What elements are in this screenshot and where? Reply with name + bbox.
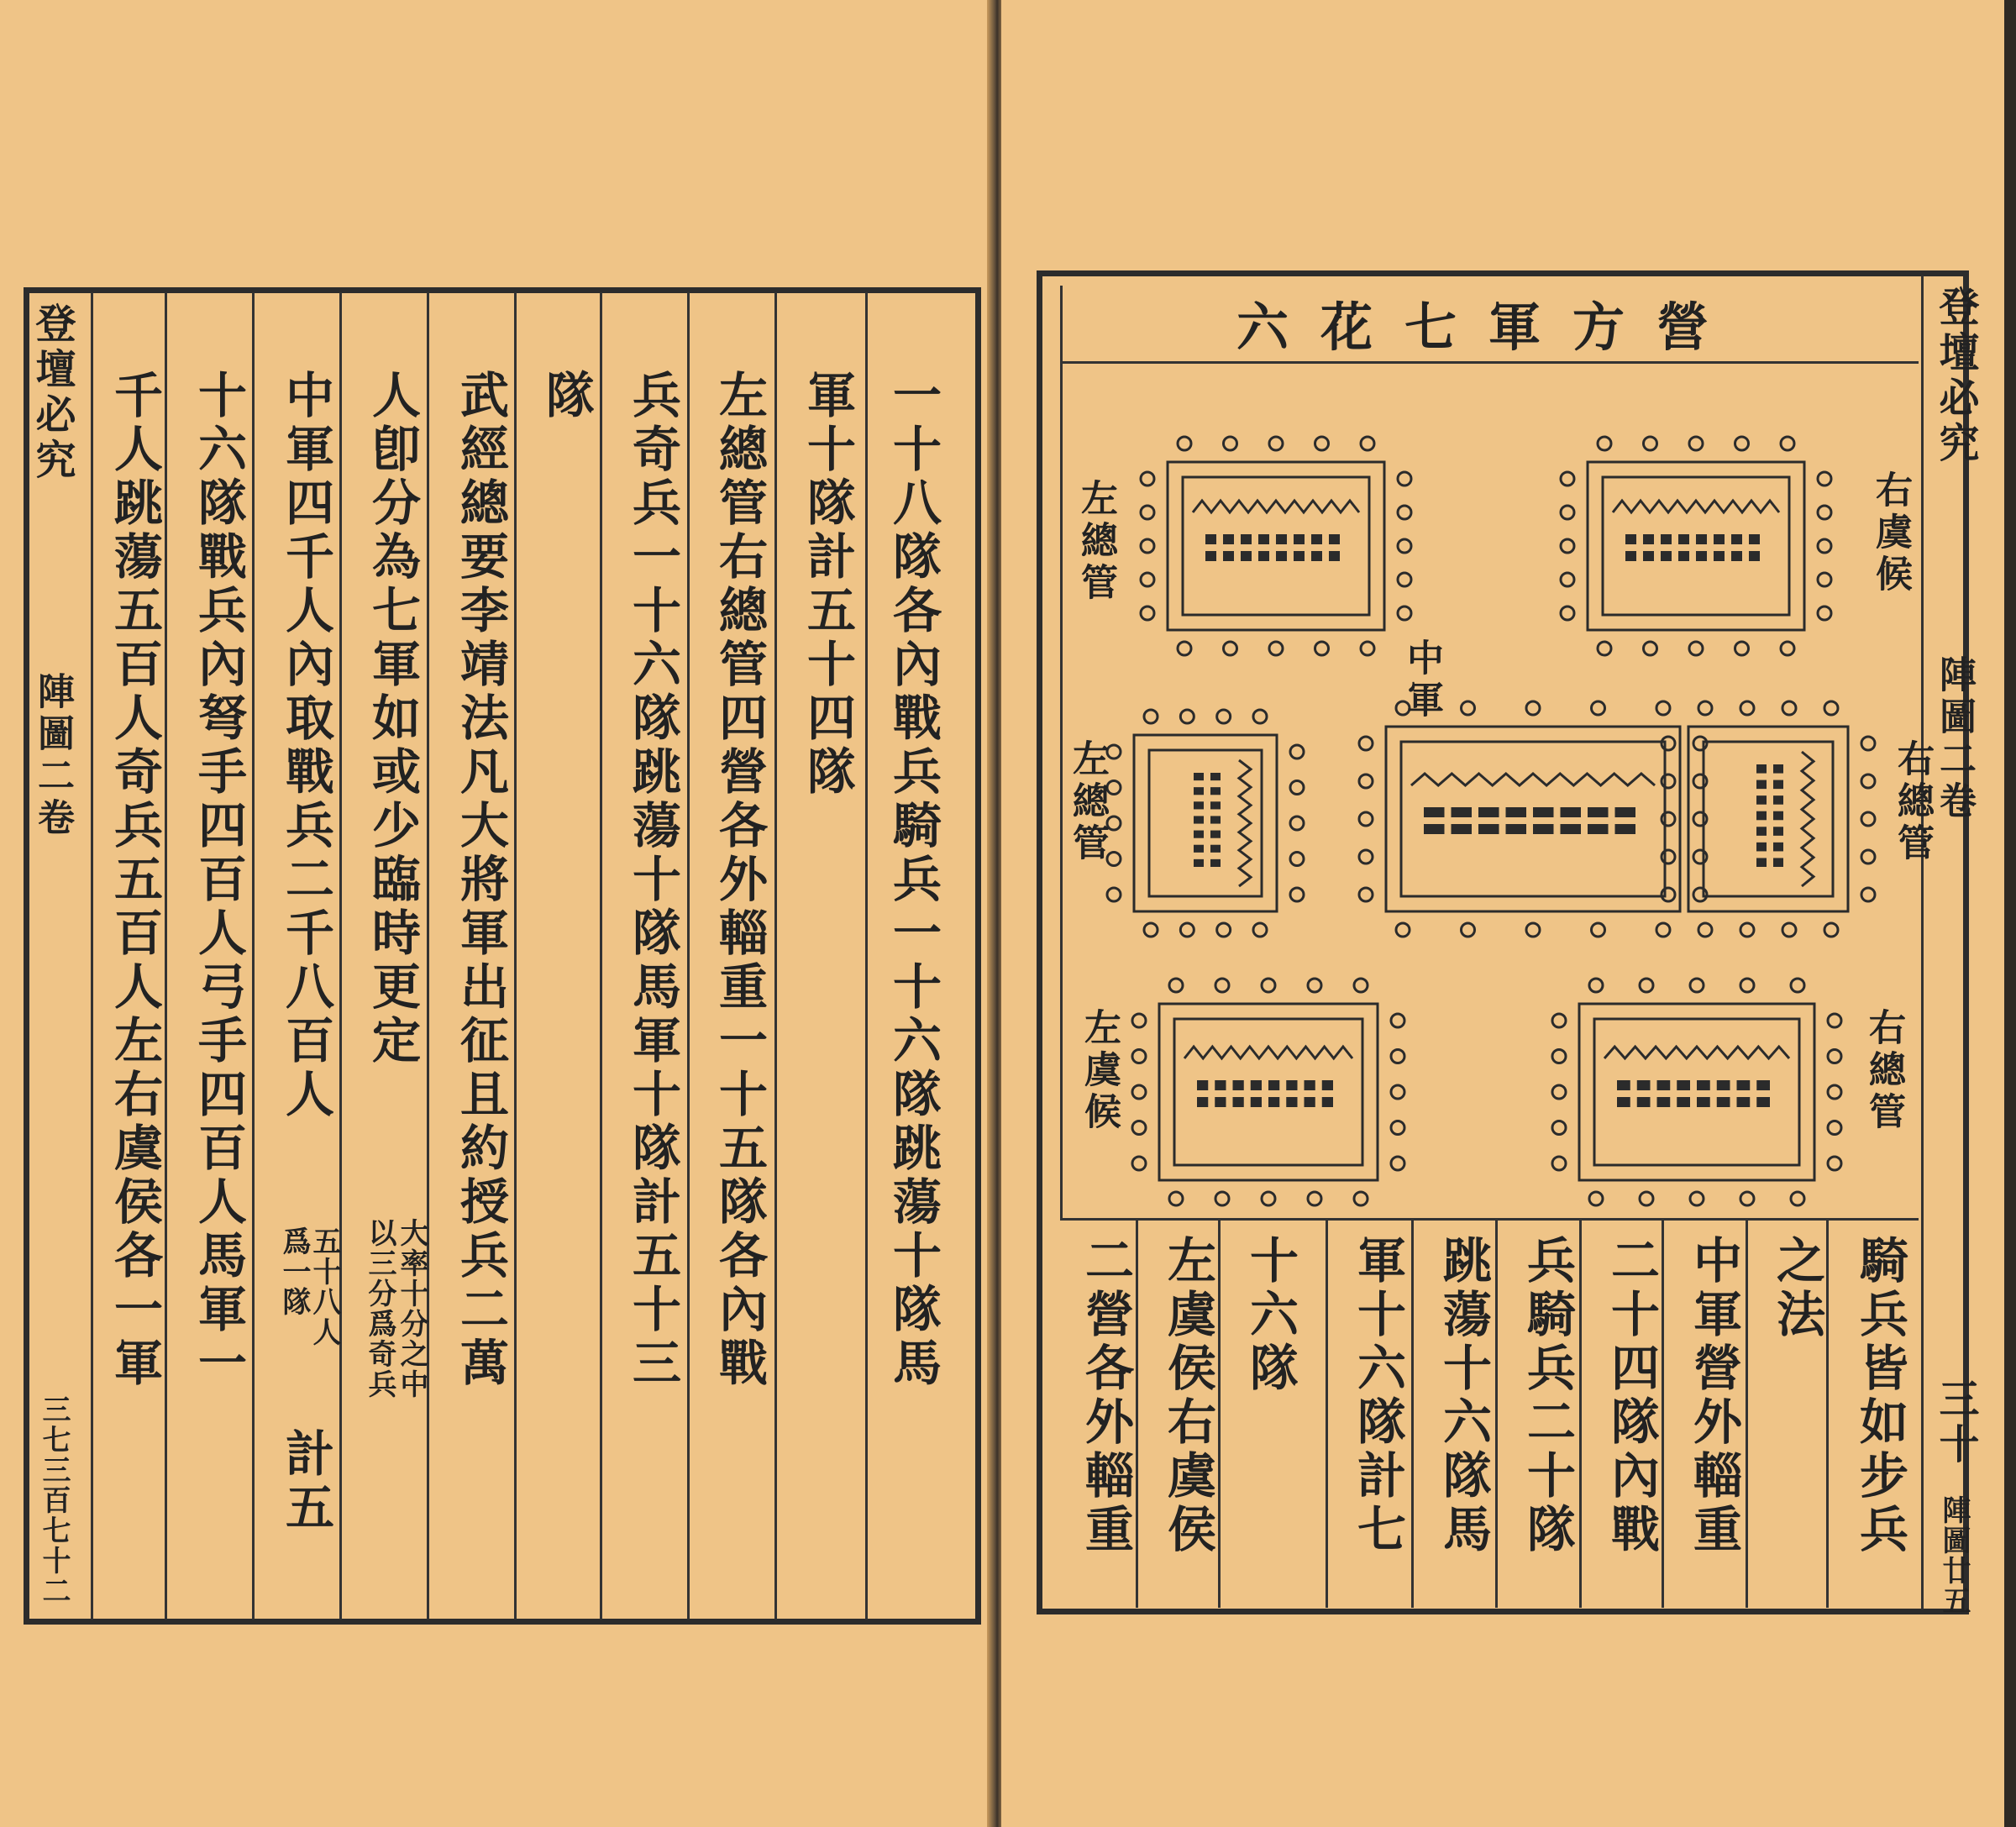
left-book-title: 登壇必究 <box>29 302 76 484</box>
left-col-2: 軍十隊計五十四隊 <box>799 370 856 800</box>
left-page <box>0 0 991 1827</box>
label-right-zongguan-bottom: 右總管 <box>1862 1008 1905 1134</box>
right-page-number: 三十 <box>1932 1378 1979 1468</box>
right-fold-label: 陣圖二卷 <box>1933 655 1976 823</box>
label-left-yuhou: 左虞候 <box>1078 1008 1121 1134</box>
camp-left-zongguan-mid <box>1107 710 1304 937</box>
right-col-1: 騎兵皆如步兵 <box>1851 1235 1908 1557</box>
camp-right-yuhou <box>1561 437 1831 655</box>
left-col-6: 武經總要李靖法凡大將軍出征且約授兵二萬 <box>452 370 509 1391</box>
label-left-zongguan-top: 左總管 <box>1074 479 1117 605</box>
left-col-1: 一十八隊各內戰兵騎兵一十六隊跳蕩十隊馬 <box>885 370 942 1391</box>
right-fold-small: 陣圖廿五 <box>1937 1495 1971 1616</box>
right-col-4: 二十四隊內戰 <box>1603 1235 1660 1557</box>
camp-right-zongguan-bottom <box>1552 979 1841 1205</box>
diagram-title: 六花七軍方營 <box>1236 297 1741 358</box>
label-right-zongguan-mid: 右總管 <box>1891 739 1934 865</box>
right-col-10: 二營各外輜重 <box>1077 1235 1134 1557</box>
right-fold-rule <box>1921 276 1924 1609</box>
left-col-8-note2: 爲一隊 <box>277 1226 311 1317</box>
camp-diagram <box>1060 357 1919 1210</box>
left-fold-label: 陣圖二卷 <box>31 672 74 840</box>
left-col-8-main: 中軍四千人內取戰兵二千八百人 <box>277 370 334 1122</box>
left-col-10: 千人跳蕩五百人奇兵五百人左右虞侯各一軍 <box>106 370 163 1391</box>
left-col-7-main: 人卽分為七軍如或少臨時更定 <box>364 370 421 1068</box>
column-rule <box>774 292 777 1620</box>
right-col-9: 左虞侯右虞侯 <box>1159 1235 1216 1557</box>
left-col-3: 左總管右總管四營各外輜重一十五隊各內戰 <box>711 370 768 1391</box>
column-rule <box>865 292 868 1620</box>
left-col-8-note1: 五十八人 <box>307 1226 341 1347</box>
left-col-5: 隊 <box>538 370 595 423</box>
camp-left-zongguan-top <box>1141 437 1411 655</box>
label-zhongjun: 中軍 <box>1400 638 1443 722</box>
right-col-6: 跳蕩十六隊馬 <box>1435 1235 1492 1557</box>
right-col-8: 十六隊 <box>1242 1235 1299 1396</box>
left-fold-rule <box>91 292 93 1620</box>
right-col-7: 軍十六隊計七 <box>1349 1235 1406 1557</box>
left-col-4: 兵奇兵一十六隊跳蕩十隊馬軍十隊計五十三 <box>624 370 681 1391</box>
left-page-number: 三七三百七十二 <box>37 1394 71 1606</box>
right-col-3: 中軍營外輜重 <box>1685 1235 1742 1557</box>
left-col-8-tail: 計五 <box>277 1428 334 1536</box>
label-left-zongguan-mid: 左總管 <box>1066 739 1109 865</box>
camp-left-yuhou <box>1132 979 1404 1205</box>
diagram-bottom-rule <box>1060 1218 1919 1221</box>
right-col-5: 兵騎兵二十隊 <box>1519 1235 1576 1557</box>
left-col-7-note2: 以三分爲奇兵 <box>363 1218 396 1399</box>
left-col-9: 十六隊戰兵內弩手四百人弓手四百人馬軍一 <box>190 370 247 1391</box>
left-col-7-note1: 大率十分之中 <box>395 1218 428 1399</box>
book-right-edge <box>2004 0 2016 1827</box>
right-col-2: 之法 <box>1768 1235 1825 1342</box>
label-right-yuhou: 右虞候 <box>1869 470 1912 596</box>
column-rule <box>1326 1220 1328 1608</box>
right-book-title: 登壇必究 <box>1932 286 1979 467</box>
